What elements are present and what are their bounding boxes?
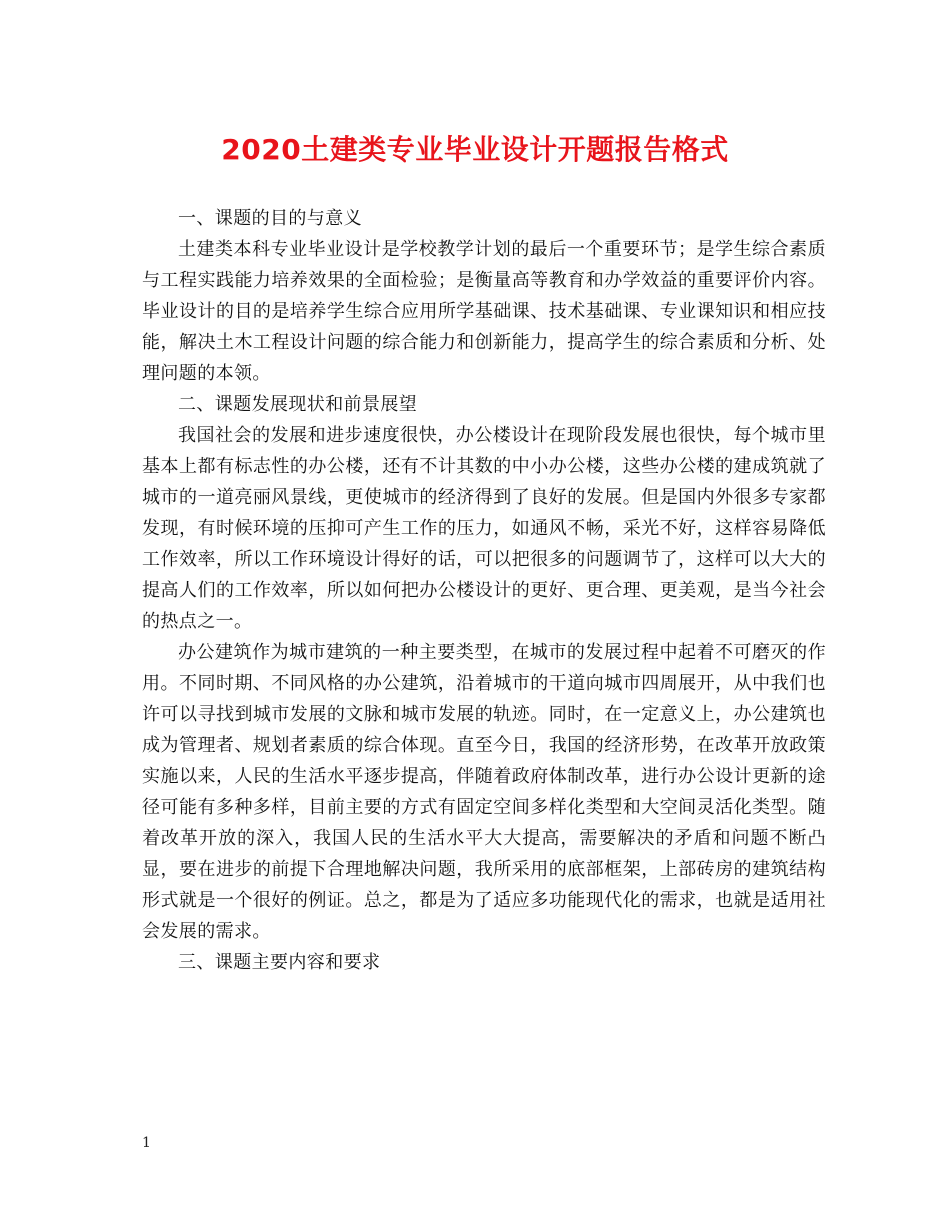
section-heading-purpose: 一、课题的目的与意义 <box>178 208 362 229</box>
section-heading-content: 三、课题主要内容和要求 <box>178 952 381 973</box>
document-body <box>142 203 826 978</box>
page-number: 1 <box>142 1135 151 1151</box>
section-heading-status: 二、课题发展现状和前景展望 <box>178 394 418 415</box>
paragraph-status-1: 我国社会的发展和进步速度很快，办公楼设计在现阶段发展也很快，每个城市里基本上都有标志性的办公楼，还有不计其数的中小办公楼，这些办公楼的建成筑就了城市的一道亮丽风景线，更使城市的经济得到了良好的发展。但是国内外很多专家都发现，有时候环境的压抑可产生工作的压力，如通风不畅，采光不好，这样容易降低工作效率，所以工作环境设计得好的话，可以把很多的问题调节了，这样可以大大的提高人们的工作效率，所以如何把办公楼设计的更好、更合理、更美观，是当今社会的热点之一。 <box>142 425 826 632</box>
document-title: 2020土建类专业毕业设计开题报告格式 <box>221 133 729 166</box>
paragraph-status-2: 办公建筑作为城市建筑的一种主要类型，在城市的发展过程中起着不可磨灭的作用。不同时期、不同风格的办公建筑，沿着城市的干道向城市四周展开，从中我们也许可以寻找到城市发展的文脉和城市发展的轨迹。同时，在一定意义上，办公建筑也成为管理者、规划者素质的综合体现。直至今日，我国的经济形势，在改革开放政策实施以来，人民的生活水平逐步提高，伴随着政府体制改革，进行办公设计更新的途径可能有多种多样，目前主要的方式有固定空间多样化类型和大空间灵活化类型。随着改革开放的深入，我国人民的生活水平大大提高，需要解决的矛盾和问题不断凸显，要在进步的前提下合理地解决问题，我所采用的底部框架，上部砖房的建筑结构形式就是一个很好的例证。总之，都是为了适应多功能现代化的需求，也就是适用社会发展的需求。 <box>142 642 826 942</box>
paragraph-purpose: 土建类本科专业毕业设计是学校教学计划的最后一个重要环节；是学生综合素质与工程实践能力培养效果的全面检验；是衡量高等教育和办学效益的重要评价内容。毕业设计的目的是培养学生综合应用所学基础课、技术基础课、专业课知识和相应技能，解决土木工程设计问题的综合能力和创新能力，提高学生的综合素质和分析、处理问题的本领。 <box>142 239 826 384</box>
